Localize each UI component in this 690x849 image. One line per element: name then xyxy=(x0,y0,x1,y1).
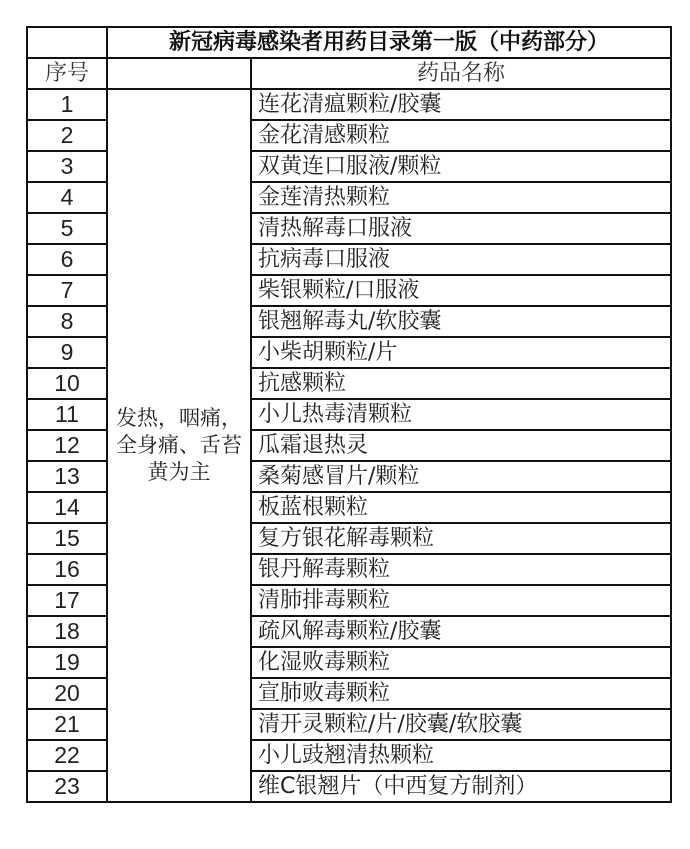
row-number: 9 xyxy=(27,337,107,368)
row-number: 5 xyxy=(27,213,107,244)
row-number: 16 xyxy=(27,554,107,585)
medicine-name: 桑菊感冒片/颗粒 xyxy=(251,461,671,492)
row-number: 18 xyxy=(27,616,107,647)
medicine-name: 维C银翘片（中西复方制剂） xyxy=(251,771,671,802)
row-number: 17 xyxy=(27,585,107,616)
symptom-group: 发热，咽痛，全身痛、舌苔黄为主 xyxy=(107,89,251,802)
row-number: 19 xyxy=(27,647,107,678)
medicine-name: 银丹解毒颗粒 xyxy=(251,554,671,585)
medicine-name: 双黄连口服液/颗粒 xyxy=(251,151,671,182)
row-number: 15 xyxy=(27,523,107,554)
medicine-name: 小儿热毒清颗粒 xyxy=(251,399,671,430)
row-number: 23 xyxy=(27,771,107,802)
medicine-name: 清热解毒口服液 xyxy=(251,213,671,244)
row-number: 13 xyxy=(27,461,107,492)
medicine-name: 化湿败毒颗粒 xyxy=(251,647,671,678)
row-number: 11 xyxy=(27,399,107,430)
header-index: 序号 xyxy=(27,58,107,89)
table-title: 新冠病毒感染者用药目录第一版（中药部分） xyxy=(107,27,671,58)
medicine-name: 板蓝根颗粒 xyxy=(251,492,671,523)
row-number: 3 xyxy=(27,151,107,182)
medicine-name: 清开灵颗粒/片/胶囊/软胶囊 xyxy=(251,709,671,740)
medicine-name: 金花清感颗粒 xyxy=(251,120,671,151)
medicine-name: 复方银花解毒颗粒 xyxy=(251,523,671,554)
row-number: 2 xyxy=(27,120,107,151)
medicine-name: 清肺排毒颗粒 xyxy=(251,585,671,616)
medicine-name: 宣肺败毒颗粒 xyxy=(251,678,671,709)
header-row xyxy=(27,58,671,89)
header-symptom xyxy=(107,58,251,89)
title-corner-cell xyxy=(27,27,107,58)
medicine-table xyxy=(26,26,672,803)
medicine-name: 疏风解毒颗粒/胶囊 xyxy=(251,616,671,647)
table-row xyxy=(27,89,671,120)
row-number: 6 xyxy=(27,244,107,275)
row-number: 22 xyxy=(27,740,107,771)
row-number: 8 xyxy=(27,306,107,337)
medicine-name: 抗病毒口服液 xyxy=(251,244,671,275)
row-number: 1 xyxy=(27,89,107,120)
title-row xyxy=(27,27,671,58)
medicine-name: 金莲清热颗粒 xyxy=(251,182,671,213)
medicine-name: 瓜霜退热灵 xyxy=(251,430,671,461)
medicine-name: 柴银颗粒/口服液 xyxy=(251,275,671,306)
row-number: 10 xyxy=(27,368,107,399)
medicine-name: 抗感颗粒 xyxy=(251,368,671,399)
row-number: 21 xyxy=(27,709,107,740)
row-number: 4 xyxy=(27,182,107,213)
medicine-name: 小儿豉翘清热颗粒 xyxy=(251,740,671,771)
row-number: 14 xyxy=(27,492,107,523)
medicine-name: 小柴胡颗粒/片 xyxy=(251,337,671,368)
row-number: 20 xyxy=(27,678,107,709)
medicine-name: 银翘解毒丸/软胶囊 xyxy=(251,306,671,337)
header-name: 药品名称 xyxy=(251,58,671,89)
row-number: 7 xyxy=(27,275,107,306)
medicine-name: 连花清瘟颗粒/胶囊 xyxy=(251,89,671,120)
row-number: 12 xyxy=(27,430,107,461)
